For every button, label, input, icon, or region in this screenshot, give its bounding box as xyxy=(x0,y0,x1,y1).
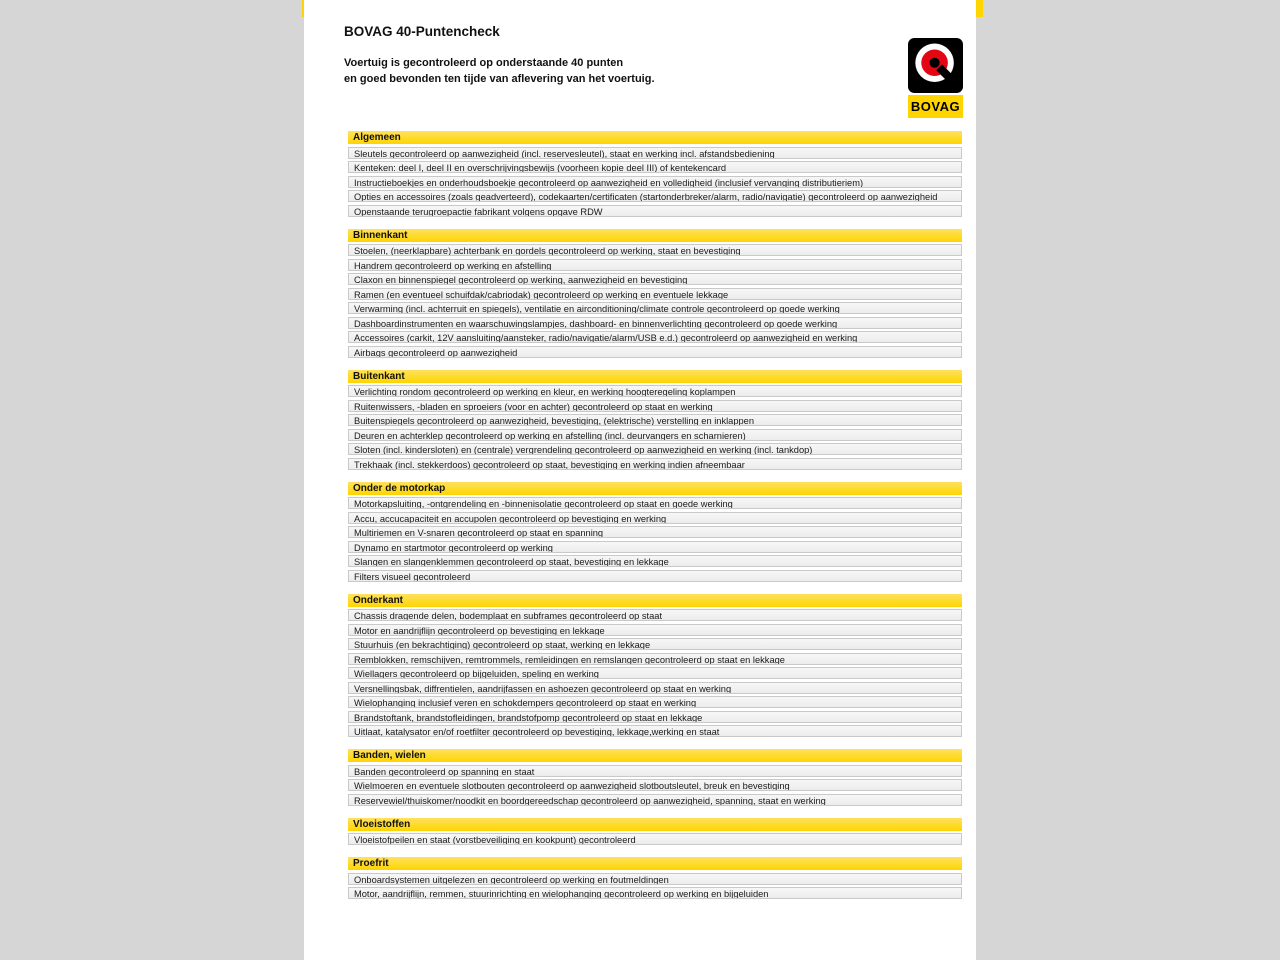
checklist-item: Verlichting rondom gecontroleerd op werking en kleur, en werking hoogteregeling koplampen xyxy=(348,385,962,397)
checklist-item: Chassis dragende delen, bodemplaat en subframes gecontroleerd op staat xyxy=(348,609,962,621)
checklist-item: Stuurhuis (en bekrachtiging) gecontroleerd op staat, werking en lekkage xyxy=(348,638,962,650)
bovag-logo xyxy=(908,38,963,118)
checklist-item: Uitlaat, katalysator en/of roetfilter gecontroleerd op bevestiging, lekkage,werking en staat xyxy=(348,725,962,737)
checklist-item: Ramen (en eventueel schuifdak/cabriodak) gecontroleerd op werking en eventuele lekkage xyxy=(348,288,962,300)
checklist xyxy=(348,131,962,899)
checklist-item: Wielmoeren en eventuele slotbouten gecontroleerd op aanwezigheid slotboutsleutel, breuk en bevestiging xyxy=(348,779,962,791)
section-header: Buitenkant xyxy=(348,370,962,383)
checklist-item: Claxon en binnenspiegel gecontroleerd op werking, aanwezigheid en bevestiging xyxy=(348,273,962,285)
checklist-item: Accu, accucapaciteit en accupolen gecontroleerd op bevestiging en werking xyxy=(348,512,962,524)
checklist-item: Filters visueel gecontroleerd xyxy=(348,570,962,582)
section-header: Onderkant xyxy=(348,594,962,607)
checklist-item: Stoelen, (neerklapbare) achterbank en gordels gecontroleerd op werking, staat en bevestiging xyxy=(348,244,962,256)
checklist-item: Banden gecontroleerd op spanning en staat xyxy=(348,765,962,777)
checklist-item: Multiriemen en V-snaren gecontroleerd op staat en spanning xyxy=(348,526,962,538)
checklist-item: Wielophanging inclusief veren en schokdempers gecontroleerd op staat en werking xyxy=(348,696,962,708)
checklist-item: Sleutels gecontroleerd op aanwezigheid (incl. reservesleutel), staat en werking incl. afstandsbediening xyxy=(348,147,962,159)
section-header: Algemeen xyxy=(348,131,962,144)
checklist-item: Sloten (incl. kindersloten) en (centrale) vergrendeling gecontroleerd op aanwezigheid en werking (incl. tankdop) xyxy=(348,443,962,455)
checklist-item: Airbags gecontroleerd op aanwezigheid xyxy=(348,346,962,358)
document-sheet xyxy=(304,0,976,960)
section-header: Proefrit xyxy=(348,857,962,870)
checklist-item: Ruitenwissers, -bladen en sproeiers (voor en achter) gecontroleerd op staat en werking xyxy=(348,400,962,412)
checklist-item: Reservewiel/thuiskomer/noodkit en boordgereedschap gecontroleerd op aanwezigheid, spanning, staat en werking xyxy=(348,794,962,806)
checklist-item: Wiellagers gecontroleerd op bijgeluiden, speling en werking xyxy=(348,667,962,679)
section-proefrit xyxy=(348,857,962,899)
checklist-item: Slangen en slangenklemmen gecontroleerd op staat, bevestiging en lekkage xyxy=(348,555,962,567)
section-onderkant xyxy=(348,594,962,738)
checklist-item: Handrem gecontroleerd op werking en afstelling xyxy=(348,259,962,271)
checklist-item: Motorkapsluiting, -ontgrendeling en -binnenisolatie gecontroleerd op staat en goede werking xyxy=(348,497,962,509)
checklist-item: Verwarming (incl. achterruit en spiegels), ventilatie en airconditioning/climate controle gecontroleerd op goede werking xyxy=(348,302,962,314)
checklist-item: Accessoires (carkit, 12V aansluiting/aansteker, radio/navigatie/alarm/USB e.d.) gecontroleerd op aanwezigheid en werking xyxy=(348,331,962,343)
bovag-logo-text: BOVAG xyxy=(908,95,963,118)
section-header: Vloeistoffen xyxy=(348,818,962,831)
subtitle-line-1: Voertuig is gecontroleerd op onderstaande 40 punten xyxy=(344,57,624,69)
subtitle-line-2: en goed bevonden ten tijde van aflevering van het voertuig. xyxy=(344,73,655,85)
checklist-item: Motor en aandrijflijn gecontroleerd op bevestiging en lekkage xyxy=(348,624,962,636)
section-header: Banden, wielen xyxy=(348,749,962,762)
checklist-item: Onboardsystemen uitgelezen en gecontroleerd op werking en foutmeldingen xyxy=(348,873,962,885)
bovag-target-icon xyxy=(908,38,963,93)
checklist-item: Remblokken, remschijven, remtrommels, remleidingen en remslangen gecontroleerd op staat en lekkage xyxy=(348,653,962,665)
checklist-item: Kenteken: deel I, deel II en overschrijvingsbewijs (voorheen kopie deel III) of kentekencard xyxy=(348,161,962,173)
checklist-item: Dynamo en startmotor gecontroleerd op werking xyxy=(348,541,962,553)
checklist-item: Motor, aandrijflijn, remmen, stuurinrichting en wielophanging gecontroleerd op werking en bijgeluiden xyxy=(348,887,962,899)
section-banden-wielen xyxy=(348,749,962,806)
checklist-item: Deuren en achterklep gecontroleerd op werking en afstelling (incl. deurvangers en scharnieren) xyxy=(348,429,962,441)
checklist-item: Brandstoftank, brandstofleidingen, brandstofpomp gecontroleerd op staat en lekkage xyxy=(348,711,962,723)
section-algemeen xyxy=(348,131,962,217)
checklist-item: Vloeistofpeilen en staat (vorstbeveiliging en kookpunt) gecontroleerd xyxy=(348,833,962,845)
document-subtitle xyxy=(344,55,655,87)
checklist-item: Opties en accessoires (zoals geadverteerd), codekaarten/certificaten (startonderbreker/alarm, radio/navigatie) gecontroleerd op aanwezigheid xyxy=(348,190,962,202)
checklist-item: Instructieboekjes en onderhoudsboekje gecontroleerd op aanwezigheid en volledigheid (inclusief vervanging distributieriem) xyxy=(348,176,962,188)
section-onder-de-motorkap xyxy=(348,482,962,582)
section-binnenkant xyxy=(348,229,962,358)
checklist-item: Dashboardinstrumenten en waarschuwingslampjes, dashboard- en binnenverlichting gecontroleerd op goede werking xyxy=(348,317,962,329)
section-header: Binnenkant xyxy=(348,229,962,242)
checklist-item: Buitenspiegels gecontroleerd op aanwezigheid, bevestiging, (elektrische) verstelling en inklappen xyxy=(348,414,962,426)
section-vloeistoffen xyxy=(348,818,962,846)
checklist-item: Openstaande terugroepactie fabrikant volgens opgave RDW xyxy=(348,205,962,217)
checklist-item: Versnellingsbak, diffrentielen, aandrijfassen en ashoezen gecontroleerd op staat en werking xyxy=(348,682,962,694)
checklist-item: Trekhaak (incl. stekkerdoos) gecontroleerd op staat, bevestiging en werking indien afneembaar xyxy=(348,458,962,470)
section-header: Onder de motorkap xyxy=(348,482,962,495)
document-header xyxy=(304,0,976,131)
section-buitenkant xyxy=(348,370,962,470)
page-title: BOVAG 40-Puntencheck xyxy=(344,24,500,39)
